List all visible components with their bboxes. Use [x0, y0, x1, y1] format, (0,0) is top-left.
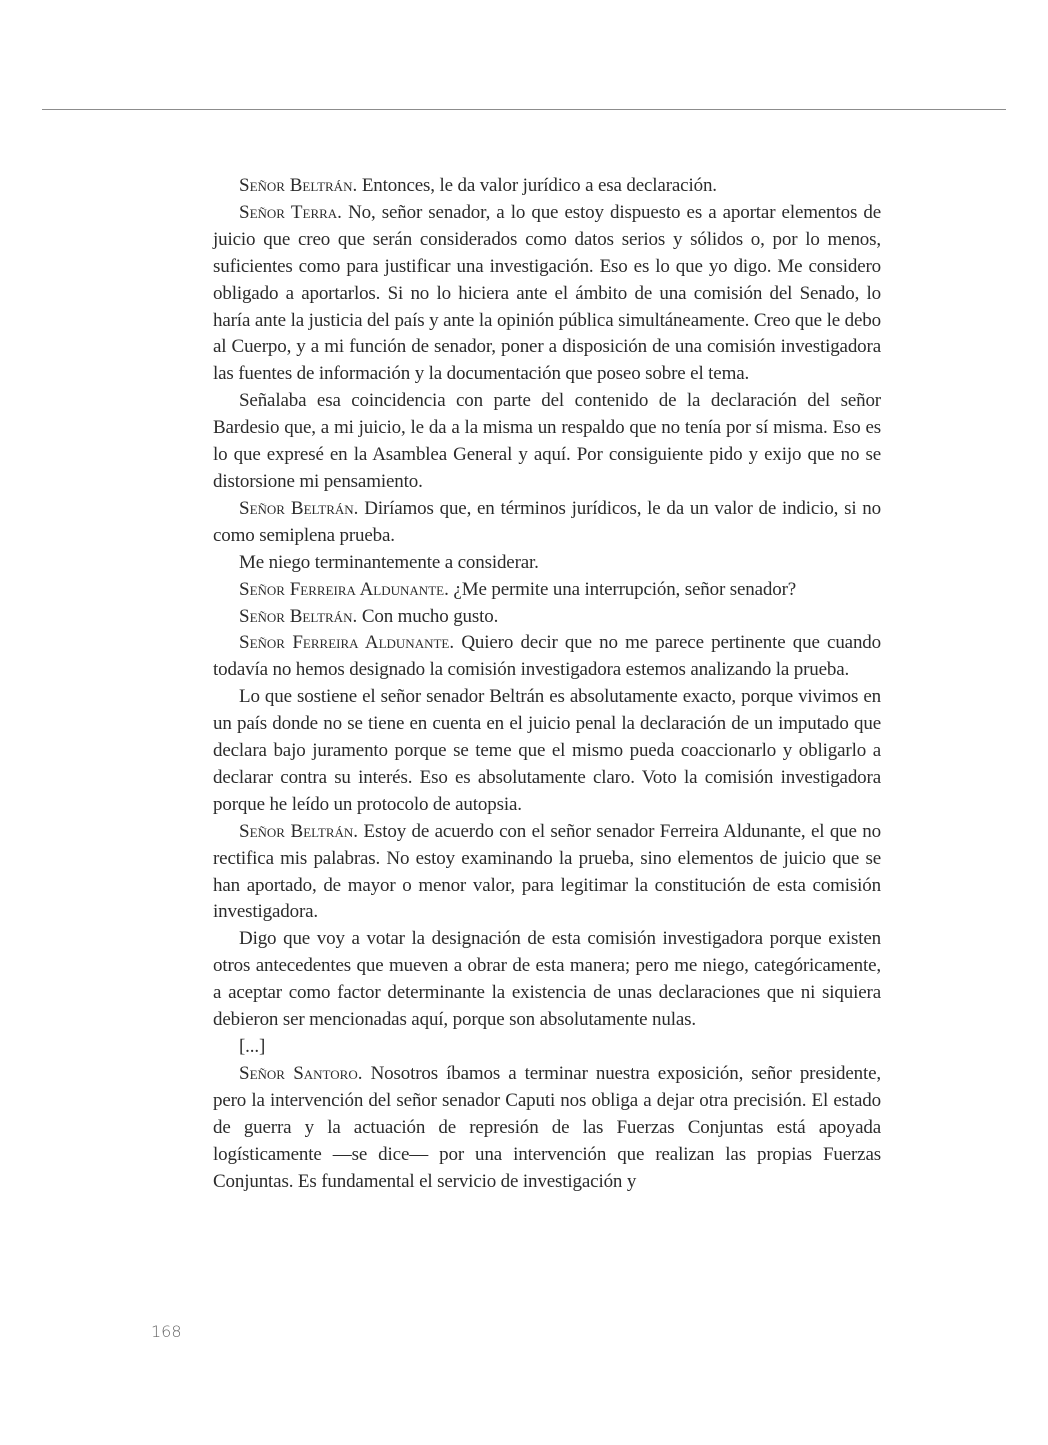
paragraph — [213, 1061, 881, 1196]
paragraph-text: Nosotros íbamos a terminar nuestra exposición, señor presidente, pero la intervención del señor senador Caputi nos obliga a dejar otra precisión. El estado de guerra y la actuación de represión de las Fuerzas Conjuntas está apoyada logísticamente —se dice— por una intervención que realizan las propias Fuerzas Conjuntas. Es fundamental el servicio de investigación y — [213, 1062, 881, 1192]
paragraph-text: Entonces, le da valor jurídico a esa declaración. — [357, 175, 717, 196]
paragraph — [213, 388, 881, 496]
paragraph-text: Estoy de acuerdo con el señor senador Ferreira Aldunante, el que no rectifica mis palabras. No estoy examinando la prueba, sino elementos de juicio que se han aportado, de mayor o menor valor, para legitimar la constitución de esta comisión investigadora. — [213, 820, 881, 923]
speaker-name: Señor Beltrán. — [239, 605, 358, 627]
ellipsis-omission — [213, 1034, 881, 1061]
paragraph — [213, 684, 881, 819]
paragraph-text: Me niego terminantemente a considerar. — [239, 551, 539, 573]
paragraph — [213, 550, 881, 577]
paragraph — [213, 604, 881, 631]
speaker-name: Señor Beltrán. — [239, 820, 359, 842]
speaker-name: Señor Ferreira Aldunante. — [239, 578, 449, 600]
paragraph-text: Diríamos que, en términos jurídicos, le da un valor de indicio, si no como semiplena prueba. — [213, 497, 881, 546]
header-rule — [42, 109, 1006, 110]
transcript-body — [213, 173, 881, 1195]
paragraph-text: [...] — [239, 1036, 266, 1057]
paragraph-text: Lo que sostiene el señor senador Beltrán es absolutamente exacto, porque vivimos en un país donde no se tiene en cuenta en el juicio penal la declaración de un imputado que declara bajo juramento porque se teme que el mismo pueda coaccionarlo y obligarlo a declarar contra su interés. Eso es absolutamente claro. Voto la comisión investigadora porque he leído un protocolo de autopsia. — [213, 686, 881, 815]
speaker-name: Señor Santoro. — [239, 1062, 363, 1084]
page-number: 168 — [151, 1322, 182, 1341]
paragraph — [213, 173, 881, 200]
paragraph-text: Señalaba esa coincidencia con parte del contenido de la declaración del señor Bardesio que, a mi juicio, le da a la misma un respaldo que no tenía por sí misma. Eso es lo que expresé en la Asamblea General y aquí. Por consiguiente pido y exijo que no se distorsione mi pensamiento. — [213, 390, 881, 492]
speaker-name: Señor Beltrán. — [239, 497, 359, 519]
paragraph — [213, 630, 881, 684]
paragraph-text: ¿Me permite una interrupción, señor senador? — [448, 578, 797, 600]
paragraph — [213, 819, 881, 927]
paragraph-text: No, señor senador, a lo que estoy dispuesto es a aportar elementos de juicio que creo que serán considerados como datos serios y sólidos o, por lo menos, suficientes como para justificar una investigación. Eso es lo que yo digo. Me considero obligado a aportarlos. Si no lo hiciera ante el ámbito de una comisión del Senado, lo haría ante la justicia del país y ante la opinión pública simultáneamente. Creo que le debo al Cuerpo, y a mi función de senador, poner a disposición de una comisión investigadora las fuentes de información y la documentación que poseo sobre el tema. — [213, 201, 881, 385]
paragraph-text: Con mucho gusto. — [357, 605, 499, 627]
speaker-name: Señor Terra. — [239, 201, 342, 223]
paragraph — [213, 496, 881, 550]
paragraph — [213, 200, 881, 388]
speaker-name: Señor Ferreira Aldunante. — [239, 632, 455, 654]
paragraph — [213, 577, 881, 604]
paragraph — [213, 926, 881, 1034]
speaker-name: Señor Beltrán. — [239, 175, 358, 196]
paragraph-text: Quiero decir que no me parece pertinente que cuando todavía no hemos designado la comisión investigadora estemos analizando la prueba. — [213, 632, 881, 681]
paragraph-text: Digo que voy a votar la designación de esta comisión investigadora porque existen otros antecedentes que mueven a obrar de esta manera; pero me niego, categóricamente, a aceptar como factor determinante la existencia de unas declaraciones que ni siquiera debieron ser mencionadas aquí, porque son absolutamente nulas. — [213, 928, 881, 1031]
